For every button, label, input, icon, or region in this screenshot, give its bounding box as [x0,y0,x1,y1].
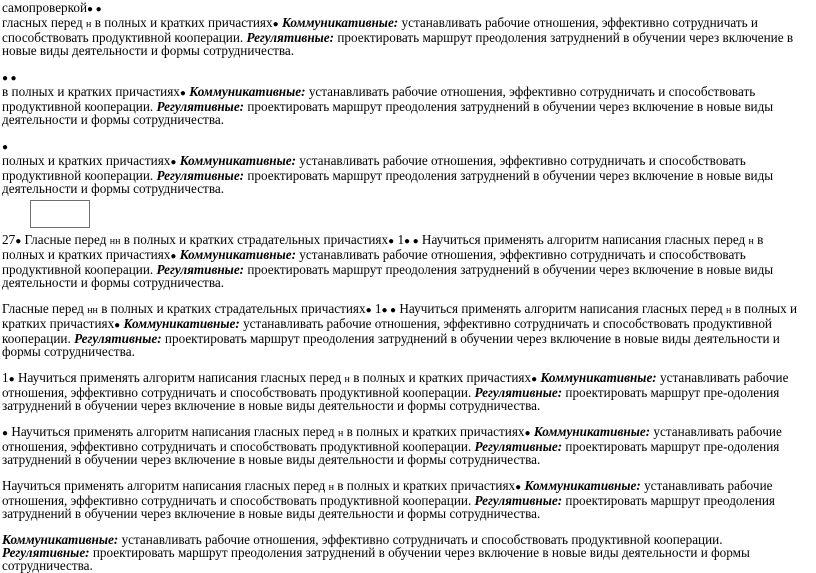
number-label: 1 [374,301,382,316]
competency-label: Регулятивные: [156,262,245,277]
competency-label: Регулятивные: [74,331,162,346]
competency-text: устанавливать рабочие отношения, эффективно сотрудничать и способствовать продуктивной кооперации. [2,478,773,508]
competency-label: Коммуникативные: [524,478,641,493]
bullet-icon: ● [531,374,538,385]
text-fragment: Научиться применять алгоритм написания гласных перед [17,370,342,385]
bullet-icon: ● [2,142,9,153]
text-fragment: Научиться применять алгоритм написания гласных перед [2,478,326,493]
competency-text: устанавливать рабочие отношения, эффективно сотрудничать и способствовать продуктивной кооперации. [2,153,746,183]
competency-text: проектировать маршрут преодоления затруднений в обучении через включение в новые виды деятельности и формы сотрудничества. [2,30,794,58]
competency-text: проектировать маршрут преодоления затруднений в обучении через включение в новые виды деятельности и формы сотрудничества. [2,493,775,521]
paragraph-6 [2,371,808,412]
bullet-icon: ● [15,236,22,247]
competency-text: устанавливать рабочие отношения, эффективно сотрудничать и способствовать продуктивной кооперации. [2,424,782,454]
paragraph-7 [2,425,808,466]
competency-text: проектировать маршрут преодоления затруднений в обучении через включение в новые виды деятельности и формы сотрудничества. [2,545,750,573]
competency-label: Коммуникативные: [533,424,651,439]
competency-label: Регулятивные: [246,30,335,45]
number-label: 27 [2,232,16,247]
paragraph-9 [2,533,808,572]
competency-label: Коммуникативные: [2,532,119,547]
competency-label: Коммуникативные: [540,370,657,385]
paragraph-3 [2,139,808,195]
competency-text: устанавливать рабочие отношения, эффективно сотрудничать и способствовать продуктивной кооперации. [2,247,746,277]
competency-text: проектировать маршрут преодоления затруднений в обучении через включение в новые виды деятельности и формы сотрудничества. [2,99,774,127]
competency-text: устанавливать рабочие отношения, эффективно сотрудничать и способствовать продуктивной кооперации. [2,15,758,45]
text-fragment: в полных и кратких причастиях [353,370,532,385]
text-fragment: гласных перед [2,15,83,30]
competency-text: проектировать маршрут пре-одоления затруднений в обучении через включение в новые виды деятельности и формы сотрудничества. [2,439,780,467]
paragraph-2 [2,70,808,126]
blank-image-box [30,200,90,228]
bullet-icon: ● [365,305,372,316]
text-fragment: Научиться применять алгоритм написания гласных перед [11,424,335,439]
bullet-icon: ● [272,19,279,30]
letter-fragment: н [344,374,350,385]
number-label: 1 [2,370,9,385]
bullet-icon: ● [515,482,522,493]
bullet-icon: ● ● [404,236,419,247]
competency-label: Регулятивные: [474,493,563,508]
competency-text: проектировать маршрут преодоления затруднений в обучении через включение в новые виды деятельности и формы сотрудничества. [2,262,774,290]
bullet-icon: ● [114,320,121,331]
text-fragment: в полных и кратких причастиях [337,478,516,493]
text-fragment: в полных и кратких причастиях [346,424,525,439]
competency-text: устанавливать рабочие отношения, эффективно сотрудничать и способствовать продуктивной кооперации. [2,84,756,114]
text-fragment: Научиться применять алгоритм написания гласных перед [399,301,723,316]
competency-text: проектировать маршрут преодоления затруднений в обучении через включение в новые виды деятельности и формы сотрудничества. [2,331,780,359]
competency-text: проектировать маршрут пре-одоления затруднений в обучении через включение в новые виды деятельности и формы сотрудничества. [2,385,780,413]
text-fragment: Научиться применять алгоритм написания гласных перед [421,232,746,247]
text-fragment: Гласные перед [2,301,84,316]
bullet-icon: ● [179,88,186,99]
letter-fragment: н [337,428,344,439]
text-fragment: в полных и кратких причастиях [2,301,798,331]
competency-label: Регулятивные: [474,385,563,400]
competency-label: Коммуникативные: [189,84,306,99]
text-fragment: в полных и кратких причастиях [94,15,273,30]
bullet-icon: ● [2,428,9,439]
bullet-icon: ● [388,236,395,247]
competency-label: Регулятивные: [156,99,245,114]
text-fragment: в полных и кратких причастиях [2,84,180,99]
competency-text: проектировать маршрут преодоления затруднений в обучении через включение в новые виды деятельности и формы сотрудничества. [2,168,774,196]
bullet-icon: ● [170,251,177,262]
text-fragment: в полных и кратких страдательных причастиях [101,301,366,316]
competency-text: устанавливать рабочие отношения, эффективно сотрудничать и способствовать продуктивной кооперации. [121,532,723,547]
paragraph-1 [2,1,808,57]
letter-fragment: нн [87,305,98,316]
competency-label: Регулятивные: [2,545,90,560]
bullet-icon: ● [170,157,177,168]
bullet-icon: ● [524,428,531,439]
competency-label: Коммуникативные: [179,153,296,168]
text-fragment: полных и кратких причастиях [2,153,171,168]
bullet-icon: ● ● [2,73,17,84]
number-label: 1 [397,232,405,247]
competency-text: устанавливать рабочие отношения, эффективно сотрудничать и способствовать продуктивной кооперации. [2,370,789,400]
competency-text: устанавливать рабочие отношения, эффективно сотрудничать и способствовать продуктивной кооперации. [2,316,772,346]
competency-label: Коммуникативные: [281,15,399,30]
text-fragment: Гласные перед [24,232,107,247]
text-fragment: в полных и кратких причастиях [2,232,764,262]
letter-fragment: н [725,305,732,316]
paragraph-4 [2,233,808,289]
letter-fragment: н [328,482,334,493]
bullet-icon: ● [8,374,15,385]
intro-word: самопроверкой [2,0,88,15]
competency-label: Коммуникативные: [179,247,296,262]
competency-label: Коммуникативные: [123,316,240,331]
paragraph-8 [2,479,808,520]
competency-label: Регулятивные: [156,168,245,183]
competency-label: Регулятивные: [474,439,563,454]
bullet-icon: ● ● [381,305,397,316]
text-fragment: в полных и кратких страдательных причастиях [123,232,389,247]
letter-fragment: нн [109,236,121,247]
bullet-icon: ● ● [87,4,102,15]
letter-fragment: н [86,19,92,30]
paragraph-5 [2,302,808,358]
letter-fragment: н [748,236,754,247]
